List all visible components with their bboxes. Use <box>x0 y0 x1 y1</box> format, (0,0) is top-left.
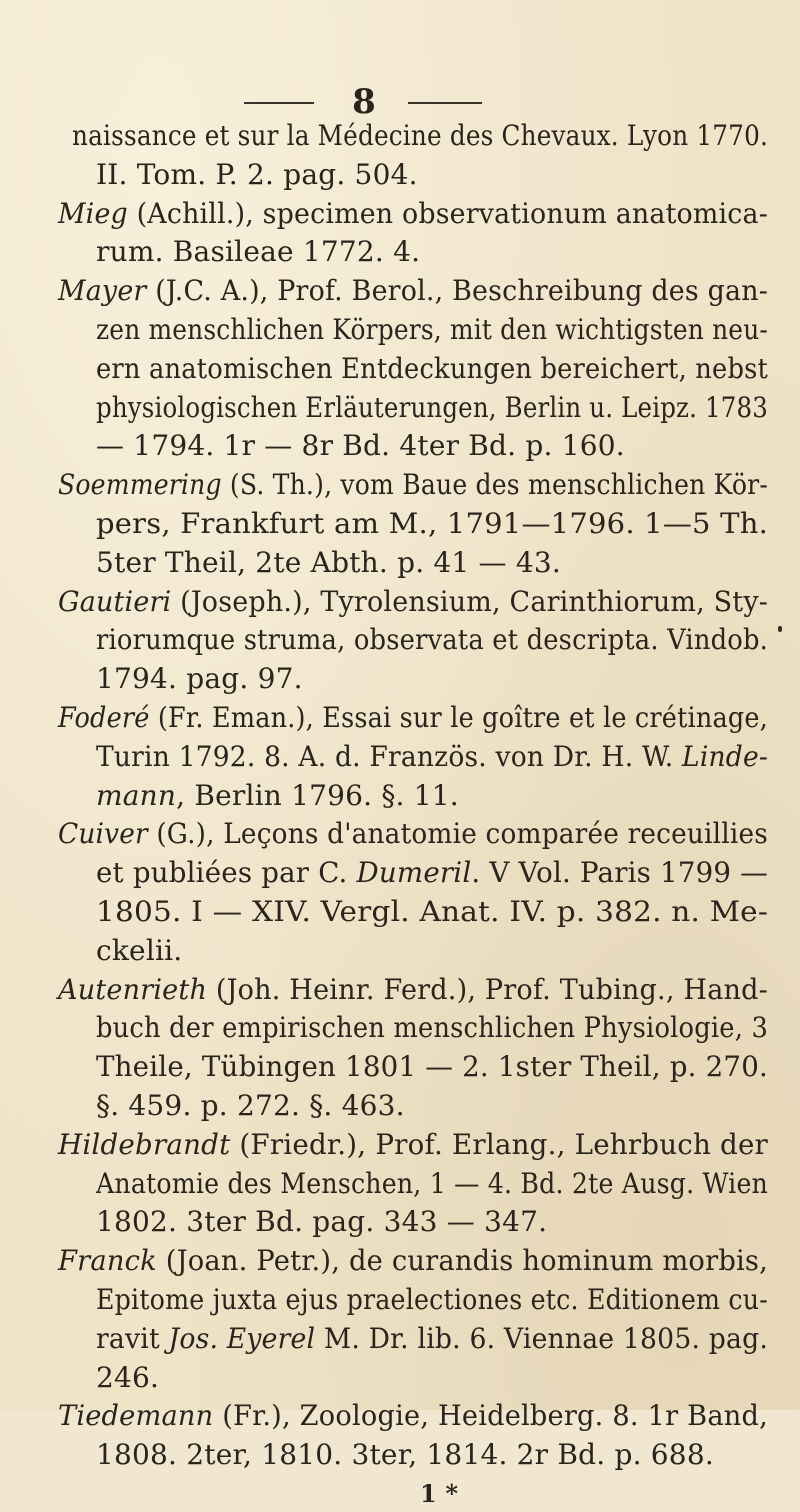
author-name: mann <box>96 778 177 812</box>
bib-text: et publiées par C. <box>96 856 357 890</box>
bib-line <box>96 1321 768 1357</box>
bib-line <box>96 933 182 969</box>
bib-text: (Fr. Eman.), Essai sur le goître et le crétinage, <box>149 701 768 734</box>
bib-line <box>96 157 418 193</box>
bib-line <box>58 584 768 620</box>
bib-line <box>96 1437 714 1473</box>
author-name: Gautieri <box>58 584 172 618</box>
bib-text: rum. Basileae 1772. 4. <box>96 235 421 269</box>
page-header <box>0 58 800 122</box>
page-number: 8 <box>352 82 376 122</box>
author-name: Franck <box>58 1244 157 1278</box>
author-name: Hildebrandt <box>58 1127 231 1161</box>
bib-line <box>96 390 768 426</box>
author-name: Mieg <box>58 196 128 230</box>
bib-text: naissance et sur la Médecine des Chevaux. Lyon 1770. <box>72 119 769 152</box>
bib-text: (G.), Leçons d'anatomie comparée receuillies <box>147 817 768 851</box>
bib-text: (Fr.), Zoologie, Heidelberg. 8. 1r Band, <box>213 1399 768 1433</box>
bib-text: Epitome juxta ejus praelectiones etc. Editionem cu- <box>96 1283 769 1316</box>
bib-text: Turin 1792. 8. A. d. Französ. von Dr. H. W. <box>96 739 683 773</box>
bib-line <box>96 545 561 581</box>
bib-text: 1802. 3ter Bd. pag. 343 — 347. <box>96 1205 548 1239</box>
bib-line <box>58 700 768 736</box>
bib-text: 5ter Theil, 2te Abth. p. 41 — 43. <box>96 545 561 579</box>
author-name: Mayer <box>58 274 147 308</box>
bib-text: buch der empirischen menschlichen Physiologie, 3 <box>96 1011 769 1045</box>
bib-line <box>96 428 625 464</box>
bib-text: §. 459. p. 272. §. 463. <box>96 1089 405 1122</box>
bib-line <box>96 312 768 348</box>
bib-line <box>58 972 768 1008</box>
bib-line <box>96 778 459 814</box>
bib-line <box>58 1127 768 1163</box>
bib-text: (Friedr.), Prof. Erlang., Lehrbuch der <box>230 1127 769 1161</box>
bib-text: M. Dr. lib. 6. Viennae 1805. pag. <box>315 1321 768 1355</box>
bib-line <box>96 1166 768 1202</box>
bib-line <box>96 1049 768 1085</box>
bib-line <box>58 467 768 503</box>
author-name: Jos. Eyerel <box>168 1321 316 1355</box>
bib-line <box>96 234 420 270</box>
bib-text: riorumque struma, observata et descripta. Vindob. <box>96 623 769 657</box>
bib-text: , Berlin 1796. §. 11. <box>176 778 459 812</box>
bib-text: 1805. I — XIV. Vergl. Anat. IV. p. 382. n. Me- <box>96 895 769 928</box>
bib-line <box>96 506 768 542</box>
author-name: Autenrieth <box>58 972 208 1006</box>
author-name: Soemmering <box>58 468 222 502</box>
author-name: Dumeril <box>356 856 472 890</box>
bib-text: (S. Th.), vom Baue des menschlichen Kör- <box>221 468 769 502</box>
bib-line <box>96 1088 405 1124</box>
bib-line <box>96 855 768 891</box>
author-name: Foderé <box>58 701 150 734</box>
ink-speck <box>778 626 782 632</box>
bib-line <box>96 1282 768 1318</box>
bib-line <box>96 661 303 697</box>
bib-text: (Joseph.), Tyrolensium, Carinthiorum, Sty- <box>171 584 769 618</box>
bib-text: pers, Frankfurt am M., 1791—1796. 1—5 Th. <box>96 507 769 540</box>
bib-text: ern anatomischen Entdeckungen bereichert, nebst <box>96 351 769 385</box>
bib-line <box>96 1360 159 1396</box>
bib-text: Anatomie des Menschen, 1 — 4. Bd. 2te Ausg. Wien <box>96 1166 768 1200</box>
bib-text: ravit <box>96 1321 169 1355</box>
header-rule-right <box>408 102 482 104</box>
bib-line <box>96 622 768 658</box>
bib-text: Theile, Tübingen 1801 — 2. 1ster Theil, p. 270. <box>96 1050 769 1084</box>
author-name: Linde- <box>682 739 769 773</box>
bib-line <box>96 894 768 930</box>
bib-line <box>96 351 768 387</box>
author-name: Tiedemann <box>58 1399 214 1433</box>
bib-line <box>58 196 768 232</box>
bib-line <box>58 816 768 852</box>
signature-mark: 1 * <box>420 1479 459 1508</box>
bib-line <box>72 118 768 154</box>
bib-text: (Joh. Heinr. Ferd.), Prof. Tubing., Hand- <box>207 972 768 1006</box>
bib-line <box>96 1204 547 1240</box>
bib-line <box>96 1010 768 1046</box>
bib-text: — 1794. 1r — 8r Bd. 4ter Bd. p. 160. <box>96 429 625 463</box>
bib-text: ckelii. <box>96 933 183 967</box>
bib-line <box>58 1243 768 1279</box>
bib-text: (J.C. A.), Prof. Berol., Beschreibung des gan- <box>146 274 769 308</box>
bib-text: physiologischen Erläuterungen, Berlin u. Leipz. 1783 <box>96 390 769 424</box>
header-rule-left <box>244 102 314 104</box>
bib-line <box>96 739 768 775</box>
bib-text: II. Tom. P. 2. pag. 504. <box>96 157 418 191</box>
bib-text: 246. <box>96 1360 160 1394</box>
bib-text: (Achill.), specimen observationum anatomica- <box>127 196 768 230</box>
bib-text: 1794. pag. 97. <box>96 662 303 696</box>
bib-line <box>58 273 768 309</box>
bib-text: zen menschlichen Körpers, mit den wichtigsten neu- <box>96 313 768 346</box>
author-name: Cuiver <box>58 817 148 851</box>
bib-text: 1808. 2ter, 1810. 3ter, 1814. 2r Bd. p. 688. <box>96 1438 714 1472</box>
bib-text: (Joan. Petr.), de curandis hominum morbis, <box>156 1244 769 1278</box>
bib-text: . V Vol. Paris 1799 — <box>471 856 769 890</box>
bib-line <box>58 1398 768 1434</box>
